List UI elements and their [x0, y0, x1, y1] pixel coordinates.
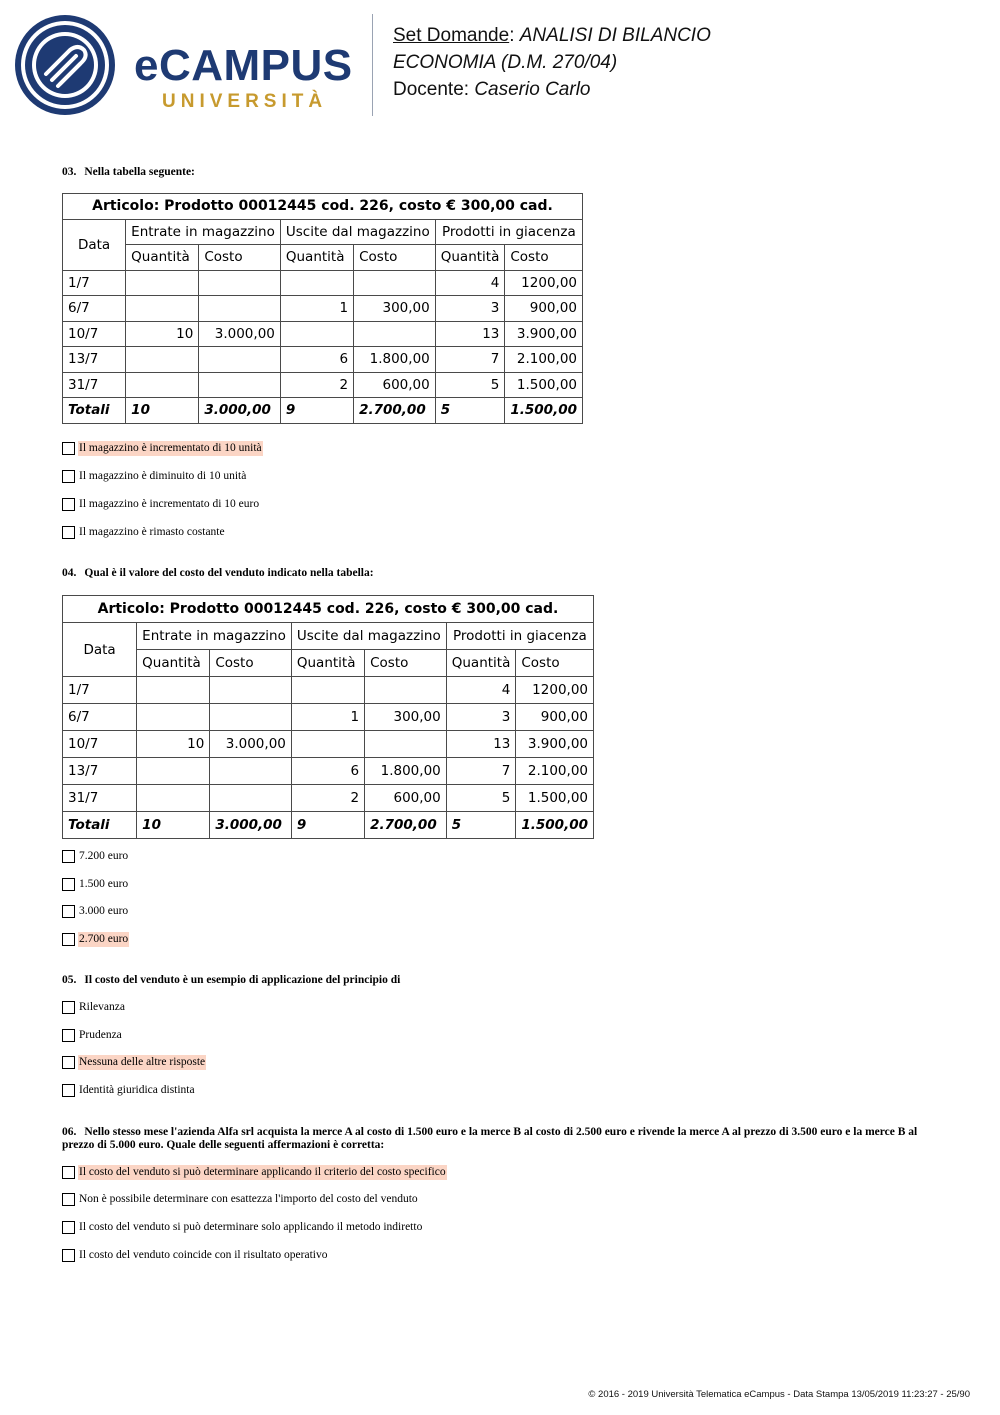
option-q04-4[interactable]: 2.700 euro: [62, 932, 129, 947]
table-row: 10/7 10 3.000,00 13 3.900,00: [63, 321, 583, 347]
col-entrate: Entrate in magazzino: [126, 219, 281, 245]
checkbox[interactable]: [62, 850, 75, 863]
logo-text: eCAMPUS: [134, 41, 353, 90]
sub-header: Costo: [365, 650, 447, 677]
sub-header: Quantità: [435, 245, 505, 271]
table-row: 13/7 6 1.800,00 7 2.100,00: [63, 347, 583, 373]
sub-header: Costo: [505, 245, 583, 271]
logo-subtext: UNIVERSITÀ: [162, 91, 328, 112]
header-info: Set Domande: ANALISI DI BILANCIO ECONOMIA (D.M. 270/04) Docente: Caserio Carlo: [393, 25, 711, 100]
question-04-title: 04. Qual è il valore del costo del venduto indicato nella tabella:: [62, 567, 374, 579]
col-data: Data: [63, 219, 126, 270]
table-title: Articolo: Prodotto 00012445 cod. 226, costo € 300,00 cad.: [63, 596, 594, 623]
col-uscite: Uscite dal magazzino: [280, 219, 435, 245]
checkbox[interactable]: [62, 1056, 75, 1069]
option-q03-3[interactable]: Il magazzino è incrementato di 10 euro: [62, 497, 260, 512]
sub-header: Quantità: [446, 650, 516, 677]
option-q03-4[interactable]: Il magazzino è rimasto costante: [62, 525, 226, 540]
inventory-table-q04: [62, 595, 594, 839]
col-uscite: Uscite dal magazzino: [291, 623, 446, 650]
docente-label: Docente:: [393, 79, 470, 100]
header-divider: [372, 14, 373, 116]
question-03-title: 03. Nella tabella seguente:: [62, 166, 195, 178]
sub-header: Costo: [354, 245, 436, 271]
totals-row: Totali 10 3.000,00 9 2.700,00 5 1.500,00: [63, 812, 594, 839]
table-row: 1/7 4 1200,00: [63, 677, 594, 704]
table-row: 31/7 2 600,00 5 1.500,00: [63, 785, 594, 812]
option-q04-1[interactable]: 7.200 euro: [62, 849, 129, 864]
checkbox[interactable]: [62, 498, 75, 511]
option-q05-2[interactable]: Prudenza: [62, 1028, 123, 1043]
option-q06-3[interactable]: Il costo del venduto si può determinare solo applicando il metodo indiretto: [62, 1220, 423, 1235]
set-title: ANALISI DI BILANCIO: [519, 25, 711, 46]
checkbox[interactable]: [62, 1221, 75, 1234]
checkbox[interactable]: [62, 1029, 75, 1042]
option-q05-4[interactable]: Identità giuridica distinta: [62, 1083, 196, 1098]
ecampus-badge-icon: [14, 14, 116, 116]
checkbox[interactable]: [62, 1249, 75, 1262]
sub-header: Quantità: [126, 245, 199, 271]
inventory-table-q03: [62, 193, 583, 424]
option-q06-1[interactable]: Il costo del venduto si può determinare applicando il criterio del costo specifico: [62, 1165, 447, 1180]
set-label: Set Domande: [393, 25, 510, 46]
docente-name: Caserio Carlo: [474, 79, 591, 100]
option-q03-1[interactable]: Il magazzino è incrementato di 10 unità: [62, 441, 263, 456]
checkbox[interactable]: [62, 1193, 75, 1206]
sub-header: Costo: [199, 245, 281, 271]
table-row: 1/7 4 1200,00: [63, 270, 583, 296]
table-row: 6/7 1 300,00 3 900,00: [63, 704, 594, 731]
option-q05-1[interactable]: Rilevanza: [62, 1000, 126, 1015]
col-data: Data: [63, 623, 137, 677]
option-q04-3[interactable]: 3.000 euro: [62, 904, 129, 919]
question-06-title: 06. Nello stesso mese l'azienda Alfa srl acquista la merce A al costo di 1.500 euro e la merce B al costo di 2.500 euro e rivende la merce A al prezzo di 3.500 euro e la merce B al prezzo di 5.000 euro. Quale delle seguenti affermazioni è corretta:: [62, 1126, 918, 1151]
page-footer: © 2016 - 2019 Università Telematica eCampus - Data Stampa 13/05/2019 11:23:27 - 25/90: [588, 1389, 970, 1400]
table-row: 6/7 1 300,00 3 900,00: [63, 296, 583, 322]
checkbox[interactable]: [62, 442, 75, 455]
totals-row: Totali 10 3.000,00 9 2.700,00 5 1.500,00: [63, 398, 583, 424]
sub-header: Costo: [516, 650, 594, 677]
course-name: ECONOMIA (D.M. 270/04): [393, 52, 618, 73]
checkbox[interactable]: [62, 1166, 75, 1179]
checkbox[interactable]: [62, 1084, 75, 1097]
col-giacenza: Prodotti in giacenza: [435, 219, 582, 245]
checkbox[interactable]: [62, 905, 75, 918]
option-q06-4[interactable]: Il costo del venduto coincide con il risultato operativo: [62, 1248, 328, 1263]
option-q03-2[interactable]: Il magazzino è diminuito di 10 unità: [62, 469, 247, 484]
sub-header: Quantità: [280, 245, 353, 271]
table-row: 10/7 10 3.000,00 13 3.900,00: [63, 731, 594, 758]
table-row: 13/7 6 1.800,00 7 2.100,00: [63, 758, 594, 785]
option-q06-2[interactable]: Non è possibile determinare con esattezza l'importo del costo del venduto: [62, 1192, 419, 1207]
sub-header: Quantità: [137, 650, 210, 677]
table-row: 31/7 2 600,00 5 1.500,00: [63, 372, 583, 398]
checkbox[interactable]: [62, 1001, 75, 1014]
table-title: Articolo: Prodotto 00012445 cod. 226, costo € 300,00 cad.: [63, 194, 583, 220]
col-entrate: Entrate in magazzino: [137, 623, 292, 650]
checkbox[interactable]: [62, 470, 75, 483]
sub-header: Costo: [210, 650, 292, 677]
checkbox[interactable]: [62, 933, 75, 946]
option-q04-2[interactable]: 1.500 euro: [62, 877, 129, 892]
sub-header: Quantità: [291, 650, 364, 677]
question-05-title: 05. Il costo del venduto è un esempio di applicazione del principio di: [62, 974, 401, 986]
ecampus-logo: [14, 14, 359, 118]
checkbox[interactable]: [62, 878, 75, 891]
checkbox[interactable]: [62, 526, 75, 539]
col-giacenza: Prodotti in giacenza: [446, 623, 593, 650]
option-q05-3[interactable]: Nessuna delle altre risposte: [62, 1055, 206, 1070]
